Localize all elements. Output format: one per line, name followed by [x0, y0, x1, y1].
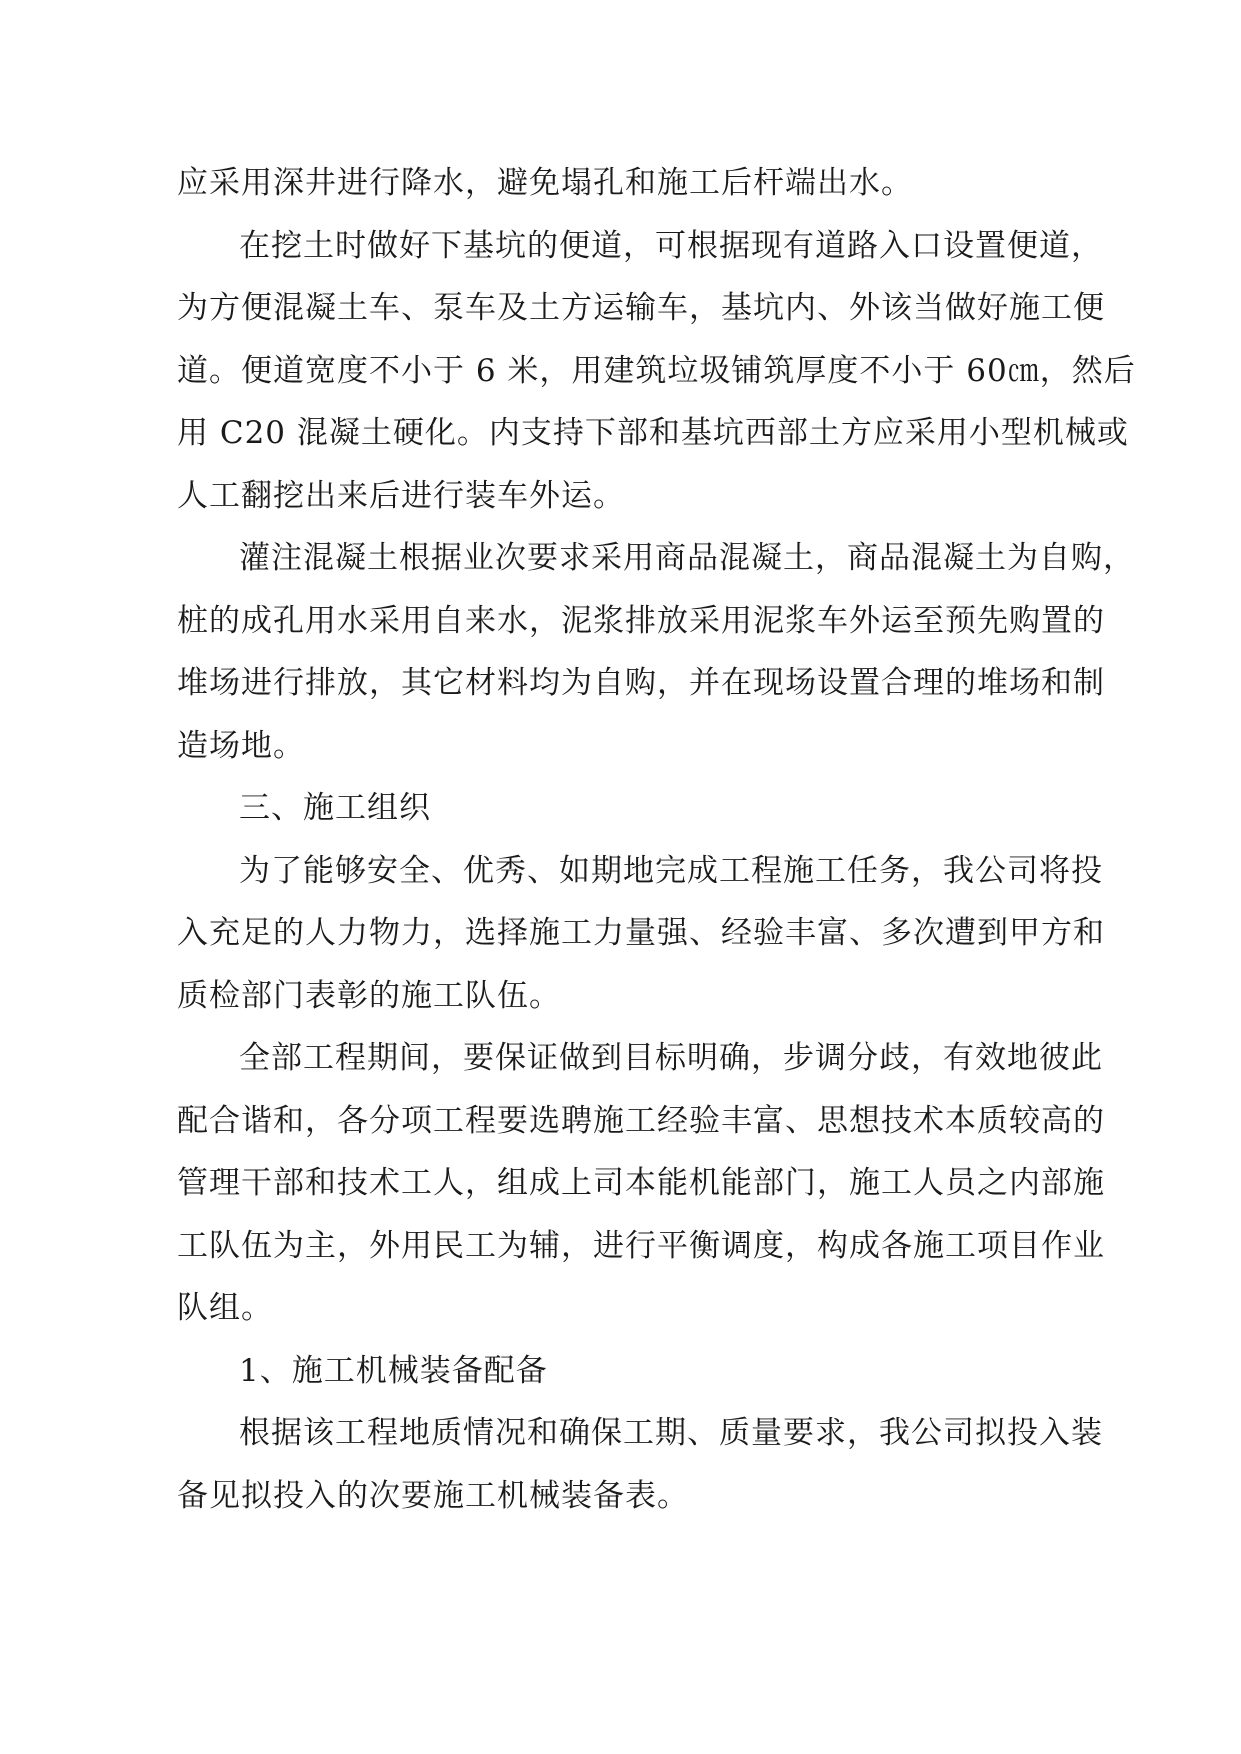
text-line: 为方便混凝土车、泵车及土方运输车，基坑内、外该当做好施工便 [177, 290, 1105, 326]
text-line: 入充足的人力物力，选择施工力量强、经验丰富、多次遭到甲方和 [177, 915, 1105, 951]
section-heading-construction-organization [177, 777, 1087, 840]
text-line: 应采用深井进行降水，避免塌孔和施工后杆端出水。 [177, 165, 913, 201]
paragraph-concrete-supply [177, 527, 1135, 777]
text-line: 桩的成孔用水采用自来水，泥浆排放采用泥浆车外运至预先购置的 [177, 602, 1105, 639]
subsection-heading: 1、施工机械装备配备 [239, 1352, 548, 1389]
paragraph-access-road [177, 215, 1136, 528]
text-line: 备见拟投入的次要施工机械装备表。 [177, 1477, 689, 1514]
section-heading: 三、施工组织 [239, 790, 431, 826]
paragraph-project-management [177, 1027, 1105, 1340]
text-line: 道。便道宽度不小于 6 米，用建筑垃圾铺筑厚度不小于 60㎝，然后 [177, 352, 1136, 389]
text-line: 根据该工程地质情况和确保工期、质量要求，我公司拟投入装 [239, 1415, 1103, 1451]
text-line: 全部工程期间，要保证做到目标明确，步调分歧，有效地彼此 [239, 1040, 1103, 1076]
text-line: 队组。 [177, 1290, 273, 1326]
text-line: 在挖土时做好下基坑的便道，可根据现有道路入口设置便道， [239, 227, 1103, 264]
paragraph-machinery-plan [177, 1402, 1103, 1527]
text-line: 灌注混凝土根据业次要求采用商品混凝土，商品混凝土为自购， [239, 540, 1135, 576]
text-line: 工队伍为主，外用民工为辅，进行平衡调度，构成各施工项目作业 [177, 1227, 1105, 1264]
text-line: 为了能够安全、优秀、如期地完成工程施工任务，我公司将投 [239, 852, 1103, 889]
text-line: 质检部门表彰的施工队伍。 [177, 977, 561, 1014]
text-line: 管理干部和技术工人，组成上司本能机能部门，施工人员之内部施 [177, 1165, 1105, 1201]
subsection-heading-machinery [177, 1340, 1087, 1403]
text-line: 人工翻挖出来后进行装车外运。 [177, 477, 625, 514]
text-line: 配合谐和，各分项工程要选聘施工经验丰富、思想技术本质较高的 [177, 1102, 1105, 1139]
text-line: 堆场进行排放，其它材料均为自购，并在现场设置合理的堆场和制 [177, 665, 1105, 701]
document-body [177, 152, 1136, 1527]
paragraph-team-selection [177, 840, 1105, 1028]
text-line: 造场地。 [177, 727, 305, 764]
text-line: 用 C20 混凝土硬化。内支持下部和基坑西部土方应采用小型机械或 [177, 415, 1129, 451]
paragraph-dewatering-end [177, 152, 1087, 215]
